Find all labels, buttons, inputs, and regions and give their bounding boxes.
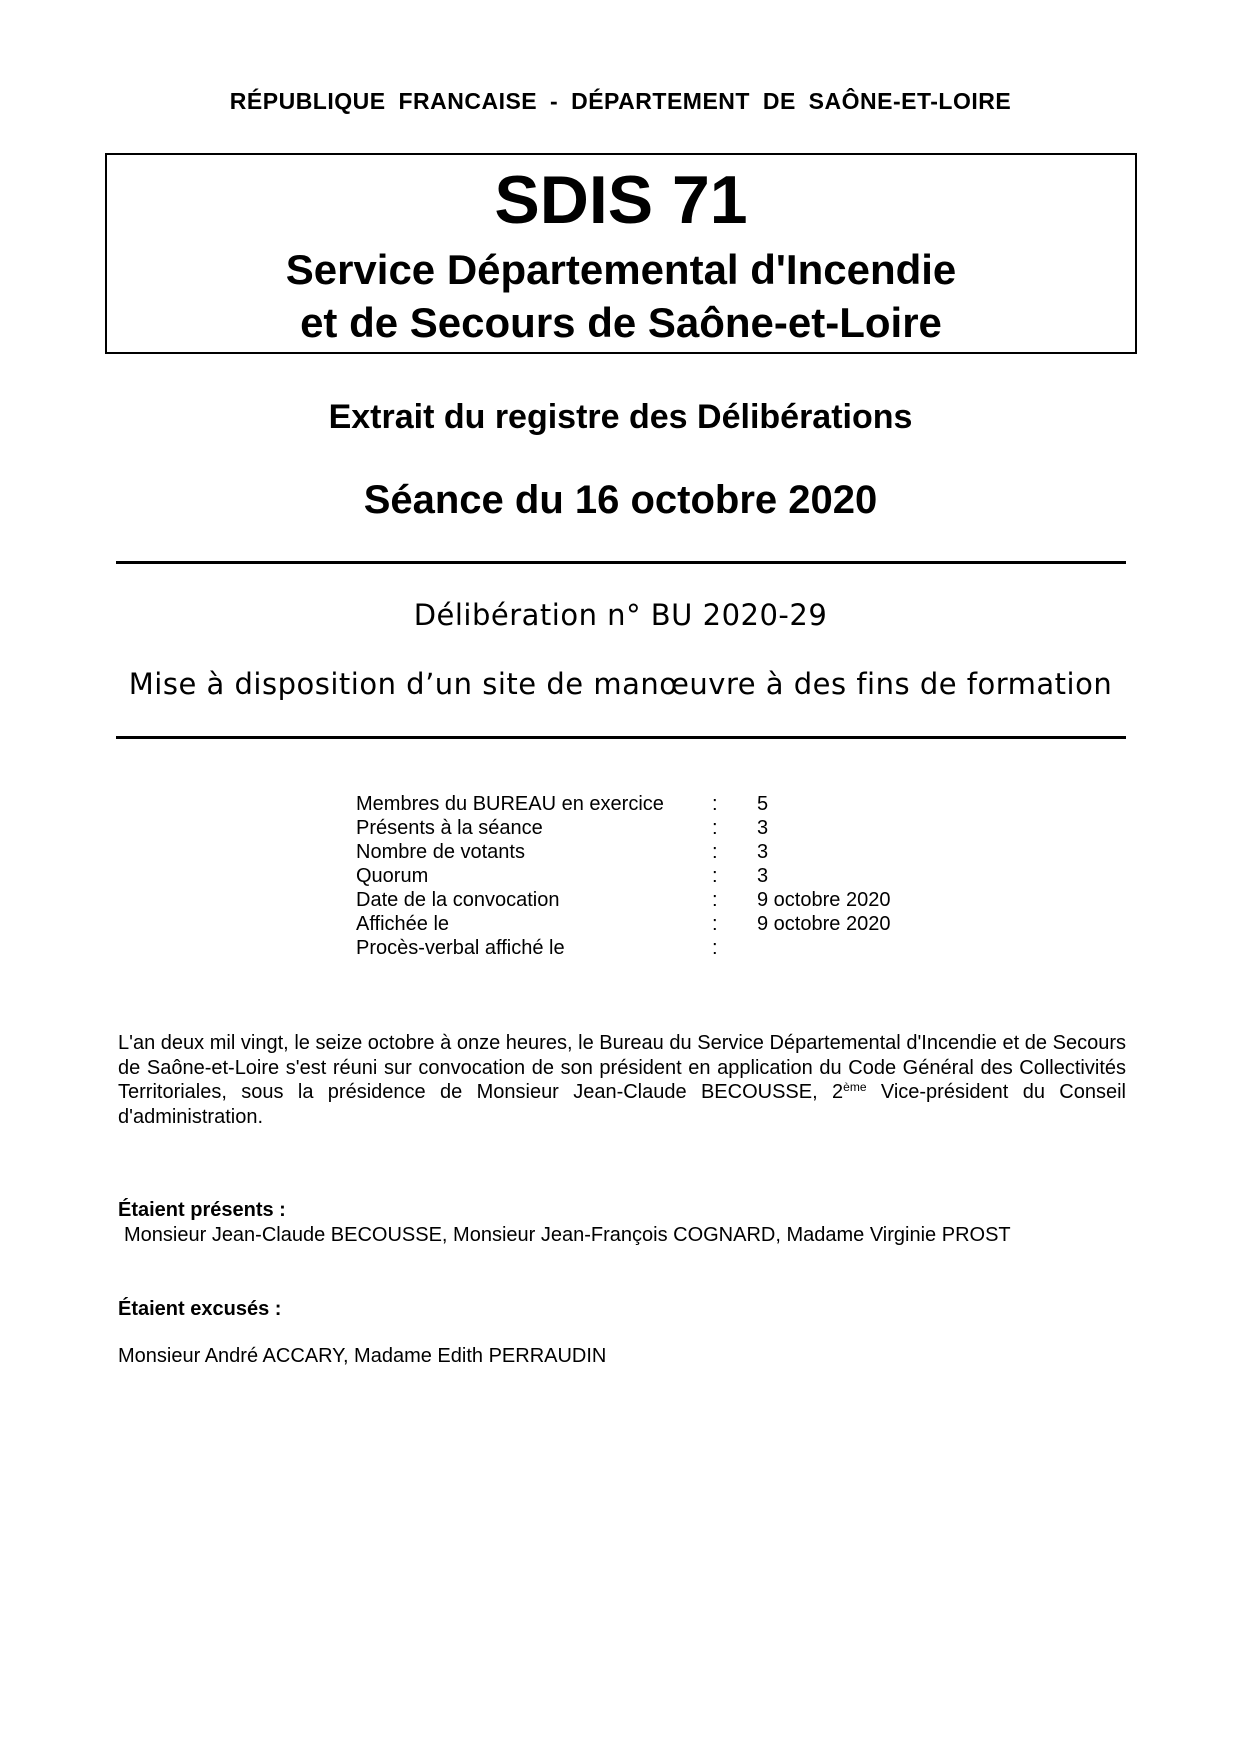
stat-value: 3	[757, 817, 769, 839]
stat-label: Nombre de votants	[356, 841, 525, 863]
stat-label: Date de la convocation	[356, 889, 560, 911]
stat-value: 9 octobre 2020	[757, 889, 891, 911]
stat-label: Affichée le	[356, 913, 450, 935]
stat-colon: :	[712, 937, 718, 959]
stat-colon: :	[712, 865, 718, 887]
stat-label: Membres du BUREAU en exercice	[356, 793, 664, 815]
intro-text-part1: L'an deux mil vingt, le seize octobre à onze heures, le Bureau du Service Départemental d'Incendie et de Secours de Saône-et-Loire s'est réuni sur convocation de son président en application du Code Général des Collectivités Territoriales, sous la présidence de Monsieur Jean-Claude BECOUSSE, 2	[118, 1032, 1126, 1103]
presents-names: Monsieur Jean-Claude BECOUSSE, Monsieur Jean-François COGNARD, Madame Virginie PROST	[124, 1224, 1011, 1246]
stat-colon: :	[712, 889, 718, 911]
stat-value: 3	[757, 841, 769, 863]
deliberation-number: Délibération n° BU 2020-29	[413, 598, 828, 632]
intro-superscript: ème	[843, 1080, 867, 1094]
excuses-names: Monsieur André ACCARY, Madame Edith PERRAUDIN	[118, 1345, 607, 1367]
deliberation-title: Mise à disposition d’un site de manœuvre à des fins de formation	[128, 667, 1113, 701]
stat-colon: :	[712, 817, 718, 839]
session-date: Séance du 16 octobre 2020	[363, 478, 878, 522]
stat-label: Procès-verbal affiché le	[356, 937, 565, 959]
intro-text-part2: Vice-président du Conseil d'administration.	[118, 1081, 1126, 1128]
title-box	[105, 153, 1137, 354]
service-name-line1: Service Départemental d'Incendie	[285, 246, 957, 293]
stat-label: Quorum	[356, 865, 429, 887]
intro-paragraph	[118, 1031, 1126, 1129]
stat-value: 9 octobre 2020	[757, 913, 891, 935]
stat-label: Présents à la séance	[356, 817, 543, 839]
divider-top	[116, 561, 1126, 564]
stat-value: 3	[757, 865, 769, 887]
sdis-title: SDIS 71	[494, 162, 748, 238]
stat-value: 5	[757, 793, 769, 815]
register-extract-title: Extrait du registre des Délibérations	[328, 398, 913, 436]
stat-colon: :	[712, 841, 718, 863]
stat-colon: :	[712, 793, 718, 815]
divider-bottom	[116, 736, 1126, 739]
republique-header: RÉPUBLIQUE FRANCAISE - DÉPARTEMENT DE SAÔNE-ET-LOIRE	[229, 88, 1012, 114]
excuses-heading: Étaient excusés :	[118, 1298, 282, 1320]
stat-colon: :	[712, 913, 718, 935]
service-name-line2: et de Secours de Saône-et-Loire	[300, 299, 942, 346]
presents-heading: Étaient présents :	[118, 1199, 286, 1221]
